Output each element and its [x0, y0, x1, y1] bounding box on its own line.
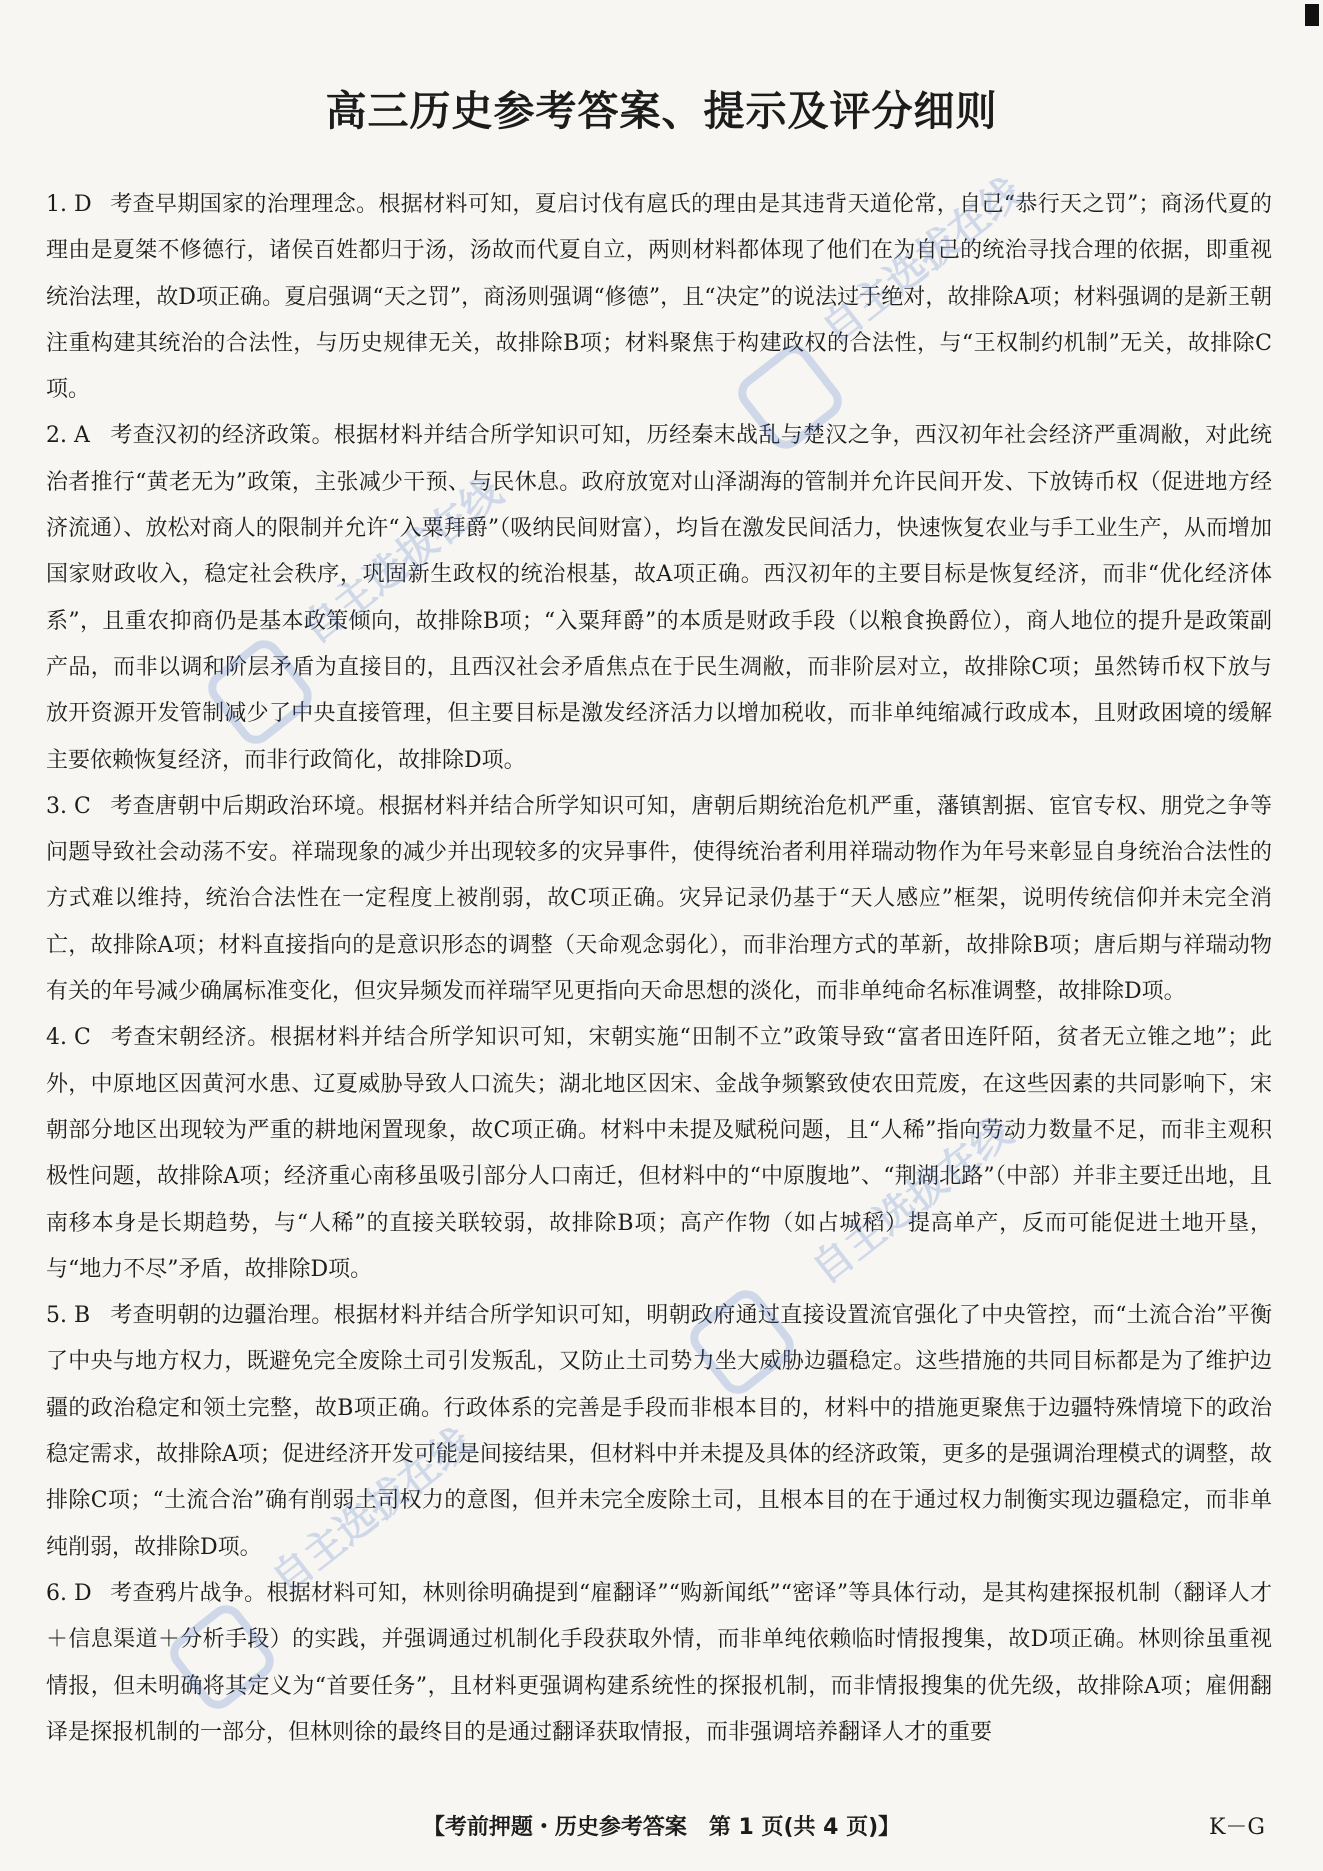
page-corner-mark	[1305, 4, 1319, 26]
watermark-text: 自主选拔在线	[813, 169, 1031, 354]
footer-page-info: 【考前押题・历史参考答案 第 1 页(共 4 页)】	[422, 1815, 901, 1840]
watermark-text: 自主选拔在线	[293, 469, 511, 654]
item-number: 2.	[46, 423, 67, 449]
answer-item-3	[46, 784, 1272, 1015]
item-answer: C	[74, 793, 91, 819]
item-explanation: 考查早期国家的治理理念。根据材料可知，夏启讨伐有扈氏的理由是其违背天道伦常，自己“恭行天之罚”；商汤代夏的理由是夏桀不修德行，诸侯百姓都归于汤，汤故而代夏自立，两则材料都体现了他们在为自己的统治寻找合理的依据，即重视统治法理，故D项正确。夏启强调“天之罚”，商汤则强调“修德”，且“决定”的说法过于绝对，故排除A项；材料强调的是新王朝注重构建其统治的合法性，与历史规律无关，故排除B项；材料聚焦于构建政权的合法性，与“王权制约机制”无关，故排除C项。	[46, 192, 1272, 403]
item-explanation: 考查明朝的边疆治理。根据材料并结合所学知识可知，明朝政府通过直接设置流官强化了中央管控，而“土流合治”平衡了中央与地方权力，既避免完全废除土司引发叛乱，又防止土司势力坐大威胁边疆稳定。这些措施的共同目标都是为了维护边疆的政治稳定和领土完整，故B项正确。行政体系的完善是手段而非根本目的，材料中的措施更聚焦于边疆特殊情境下的政治稳定需求，故排除A项；促进经济开发可能是间接结果，但材料中并未提及具体的经济政策，更多的是强调治理模式的调整，故排除C项；“土流合治”确有削弱土司权力的意图，但并未完全废除土司，且根本目的在于通过权力制衡实现边疆稳定，而非单纯削弱，故排除D项。	[46, 1303, 1272, 1560]
item-number: 4.	[46, 1025, 67, 1051]
watermark-text: 自主选拔在线	[803, 1109, 1021, 1294]
item-explanation: 考查宋朝经济。根据材料并结合所学知识可知，宋朝实施“田制不立”政策导致“富者田连阡陌，贫者无立锥之地”；此外，中原地区因黄河水患、辽夏威胁导致人口流失；湖北地区因宋、金战争频繁致使农田荒废，在这些因素的共同影响下，宋朝部分地区出现较为严重的耕地闲置现象，故C项正确。材料中未提及赋税问题，且“人稀”指向劳动力数量不足，而非主观积极性问题，故排除A项；经济重心南移虽吸引部分人口南迁，但材料中的“中原腹地”、“荆湖北路”（中部）并非主要迁出地，且南移本身是长期趋势，与“人稀”的直接关联较弱，故排除B项；高产作物（如占城稻）提高单产，反而可能促进土地开垦，与“地力不尽”矛盾，故排除D项。	[46, 1025, 1272, 1282]
item-explanation: 考查唐朝中后期政治环境。根据材料并结合所学知识可知，唐朝后期统治危机严重，藩镇割据、宦官专权、朋党之争等问题导致社会动荡不安。祥瑞现象的减少并出现较多的灾异事件，使得统治者利用祥瑞动物作为年号来彰显自身统治合法性的方式难以维持，统治合法性在一定程度上被削弱，故C项正确。灾异记录仍基于“天人感应”框架，说明传统信仰并未完全消亡，故排除A项；材料直接指向的是意识形态的调整（天命观念弱化），而非治理方式的革新，故排除B项；唐后期与祥瑞动物有关的年号减少确属标准变化，但灾异频发而祥瑞罕见更指向天命思想的淡化，而非单纯命名标准调整，故排除D项。	[46, 793, 1272, 1005]
answer-item-4	[46, 1015, 1272, 1293]
item-answer: A	[74, 423, 90, 449]
footer-code: K－G	[1208, 1815, 1265, 1840]
item-explanation: 考查鸦片战争。根据材料可知，林则徐明确提到“雇翻译”“购新闻纸”“密译”等具体行动，是其构建探报机制（翻译人才＋信息渠道＋分析手段）的实践，并强调通过机制化手段获取外情，而非单纯依赖临时情报搜集，故D项正确。林则徐虽重视情报，但未明确将其定义为“首要任务”，且材料更强调构建系统性的探报机制，而非情报搜集的优先级，故排除A项；雇佣翻译是探报机制的一部分，但林则徐的最终目的是通过翻译获取情报，而非强调培养翻译人才的重要	[46, 1580, 1272, 1745]
item-answer: C	[74, 1025, 91, 1051]
item-answer: D	[74, 1580, 92, 1606]
watermark-text: 自主选拔在线	[263, 1419, 481, 1604]
item-answer: D	[74, 192, 92, 217]
page-title: 高三历史参考答案、提示及评分细则	[325, 87, 998, 135]
answer-item-1	[46, 182, 1272, 413]
answer-item-2	[46, 413, 1272, 783]
answer-item-6	[46, 1571, 1272, 1756]
answer-list	[46, 182, 1272, 1756]
item-answer: B	[74, 1303, 91, 1329]
item-number: 1.	[46, 192, 67, 217]
item-number: 6.	[46, 1580, 67, 1606]
item-number: 5.	[46, 1303, 67, 1329]
item-explanation: 考查汉初的经济政策。根据材料并结合所学知识可知，历经秦末战乱与楚汉之争，西汉初年社会经济严重凋敝，对此统治者推行“黄老无为”政策，主张减少干预、与民休息。政府放宽对山泽湖海的管制并允许民间开发、下放铸币权（促进地方经济流通）、放松对商人的限制并允许“入粟拜爵”（吸纳民间财富），均旨在激发民间活力，快速恢复农业与手工业生产，从而增加国家财政收入，稳定社会秩序，巩固新生政权的统治根基，故A项正确。西汉初年的主要目标是恢复经济，而非“优化经济体系”，且重农抑商仍是基本政策倾向，故排除B项；“入粟拜爵”的本质是财政手段（以粮食换爵位），商人地位的提升是政策副产品，而非以调和阶层矛盾为直接目的，且西汉社会矛盾焦点在于民生凋敝，而非阶层对立，故排除C项；虽然铸币权下放与放开资源开发管制减少了中央直接管理，但主要目标是激发经济活力以增加税收，而非单纯缩减行政成本，且财政困境的缓解主要依赖恢复经济，而非行政简化，故排除D项。	[46, 423, 1272, 773]
item-number: 3.	[46, 793, 67, 819]
answer-item-5	[46, 1293, 1272, 1571]
